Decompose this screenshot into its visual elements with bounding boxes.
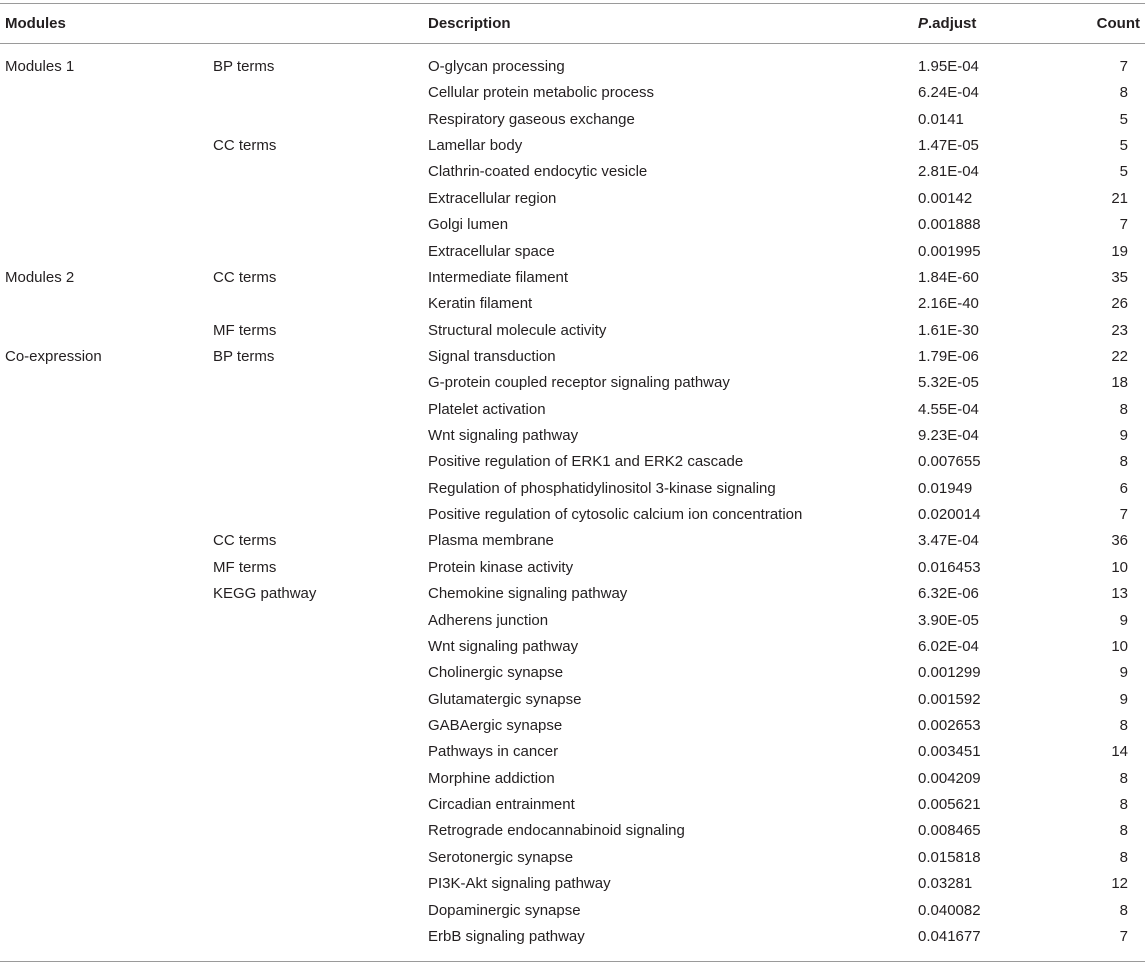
padjust-cell: 6.24E-04: [918, 84, 979, 102]
description-cell: Dopaminergic synapse: [428, 901, 581, 919]
table-row: [0, 818, 1145, 844]
module-cell: Modules 1: [5, 58, 75, 75]
table-row: [0, 581, 1145, 607]
description-cell: G-protein coupled receptor signaling pathway: [428, 374, 730, 392]
description-cell: Protein kinase activity: [428, 558, 574, 576]
padjust-cell: 0.003451: [918, 743, 981, 761]
count-cell: 7: [1119, 927, 1128, 945]
count-cell: 9: [1119, 611, 1128, 629]
padjust-cell: 0.00142: [918, 189, 973, 207]
table-row: [0, 449, 1145, 475]
description-cell: PI3K-Akt signaling pathway: [428, 875, 611, 893]
padjust-cell: 2.81E-04: [918, 163, 979, 181]
description-cell: Positive regulation of cytosolic calcium ion concentration: [428, 506, 803, 524]
description-cell: Wnt signaling pathway: [428, 637, 579, 655]
padjust-cell: 9.23E-04: [918, 427, 979, 445]
count-cell: 7: [1119, 506, 1128, 524]
count-cell: 8: [1119, 716, 1128, 734]
table-row: [0, 159, 1145, 185]
table-row: [0, 528, 1145, 554]
table-row: [0, 660, 1145, 686]
description-cell: Cellular protein metabolic process: [428, 84, 654, 102]
table-row: [0, 924, 1145, 950]
count-cell: 7: [1119, 58, 1128, 75]
description-cell: Golgi lumen: [428, 216, 509, 234]
count-cell: 5: [1119, 137, 1128, 155]
header-padjust: [918, 14, 976, 33]
table-row: [0, 766, 1145, 792]
padjust-cell: 0.007655: [918, 453, 981, 471]
description-cell: O-glycan processing: [428, 58, 565, 75]
padjust-cell: 0.041677: [918, 927, 981, 945]
padjust-cell: 3.90E-05: [918, 611, 979, 629]
padjust-cell: 6.32E-06: [918, 585, 979, 603]
padjust-cell: 0.005621: [918, 796, 981, 814]
count-cell: 7: [1119, 216, 1128, 234]
padjust-cell: 0.0141: [918, 110, 964, 128]
padjust-cell: 2.16E-40: [918, 295, 979, 313]
header-padjust-suffix: .adjust: [928, 15, 977, 32]
padjust-cell: 0.001995: [918, 242, 981, 260]
count-cell: 9: [1119, 427, 1128, 445]
count-cell: 5: [1119, 163, 1128, 181]
table-row: [0, 344, 1145, 370]
table-header: [0, 4, 1145, 43]
description-cell: Plasma membrane: [428, 532, 554, 550]
table-row: [0, 397, 1145, 423]
table-row: [0, 634, 1145, 660]
count-cell: 8: [1119, 769, 1128, 787]
header-padjust-italic: P: [918, 15, 929, 32]
count-cell: 9: [1119, 690, 1128, 708]
padjust-cell: 0.040082: [918, 901, 981, 919]
count-cell: 18: [1111, 374, 1128, 392]
table-row: [0, 133, 1145, 159]
padjust-cell: 0.004209: [918, 769, 981, 787]
padjust-cell: 0.01949: [918, 479, 973, 497]
description-cell: GABAergic synapse: [428, 716, 563, 734]
description-cell: Structural molecule activity: [428, 321, 607, 339]
count-cell: 8: [1119, 901, 1128, 919]
description-cell: Clathrin-coated endocytic vesicle: [428, 163, 648, 181]
table-row: [0, 291, 1145, 317]
description-cell: Positive regulation of ERK1 and ERK2 cascade: [428, 453, 744, 471]
term-category-cell: KEGG pathway: [213, 585, 317, 603]
description-cell: ErbB signaling pathway: [428, 927, 585, 945]
description-cell: Serotonergic synapse: [428, 848, 574, 866]
padjust-cell: 0.001888: [918, 216, 981, 234]
padjust-cell: 0.008465: [918, 822, 981, 840]
table-row: [0, 792, 1145, 818]
count-cell: 21: [1111, 189, 1128, 207]
count-cell: 19: [1111, 242, 1128, 260]
description-cell: Keratin filament: [428, 295, 533, 313]
count-cell: 22: [1111, 347, 1128, 365]
table-row: [0, 898, 1145, 924]
header-description: Description: [428, 15, 511, 32]
padjust-cell: 0.016453: [918, 558, 981, 576]
description-cell: Signal transduction: [428, 347, 556, 365]
padjust-cell: 1.61E-30: [918, 321, 979, 339]
term-category-cell: CC terms: [213, 268, 277, 286]
padjust-cell: 4.55E-04: [918, 400, 979, 418]
header-modules: Modules: [5, 15, 66, 32]
padjust-cell: 3.47E-04: [918, 532, 979, 550]
padjust-cell: 1.47E-05: [918, 137, 979, 155]
padjust-cell: 0.001592: [918, 690, 981, 708]
padjust-cell: 0.002653: [918, 716, 981, 734]
count-cell: 8: [1119, 848, 1128, 866]
table-row: [0, 476, 1145, 502]
padjust-cell: 0.020014: [918, 506, 981, 524]
description-cell: Retrograde endocannabinoid signaling: [428, 822, 685, 840]
padjust-cell: 0.001299: [918, 664, 981, 682]
table-row: [0, 318, 1145, 344]
term-category-cell: BP terms: [213, 347, 275, 365]
count-cell: 10: [1111, 558, 1128, 576]
table-header-rule: [0, 43, 1145, 44]
count-cell: 12: [1111, 875, 1128, 893]
table-row: [0, 871, 1145, 897]
description-cell: Wnt signaling pathway: [428, 427, 579, 445]
padjust-cell: 0.03281: [918, 875, 973, 893]
table-row: [0, 212, 1145, 238]
count-cell: 10: [1111, 637, 1128, 655]
table-row: [0, 845, 1145, 871]
term-category-cell: MF terms: [213, 558, 277, 576]
description-cell: Intermediate filament: [428, 268, 569, 286]
description-cell: Extracellular space: [428, 242, 555, 260]
table-row: [0, 186, 1145, 212]
table-row: [0, 370, 1145, 396]
table-row: [0, 80, 1145, 106]
description-cell: Extracellular region: [428, 189, 557, 207]
header-count: Count: [1096, 15, 1140, 32]
description-cell: Platelet activation: [428, 400, 546, 418]
padjust-cell: 1.95E-04: [918, 58, 979, 75]
table-row: [0, 713, 1145, 739]
description-cell: Chemokine signaling pathway: [428, 585, 628, 603]
description-cell: Circadian entrainment: [428, 796, 575, 814]
count-cell: 35: [1111, 268, 1128, 286]
padjust-cell: 1.79E-06: [918, 347, 979, 365]
term-category-cell: BP terms: [213, 58, 275, 75]
count-cell: 23: [1111, 321, 1128, 339]
count-cell: 5: [1119, 110, 1128, 128]
module-cell: Modules 2: [5, 268, 75, 286]
table-bottom-rule: [0, 961, 1145, 962]
count-cell: 6: [1119, 479, 1128, 497]
count-cell: 36: [1111, 532, 1128, 550]
table-row: [0, 502, 1145, 528]
description-cell: Lamellar body: [428, 137, 523, 155]
table-row: [0, 265, 1145, 291]
table-row: [0, 608, 1145, 634]
term-category-cell: CC terms: [213, 137, 277, 155]
module-cell: Co-expression: [5, 347, 102, 365]
table-row: [0, 107, 1145, 133]
table-row: [0, 555, 1145, 581]
count-cell: 8: [1119, 453, 1128, 471]
table-row: [0, 239, 1145, 265]
count-cell: 13: [1111, 585, 1128, 603]
description-cell: Morphine addiction: [428, 769, 555, 787]
description-cell: Cholinergic synapse: [428, 664, 564, 682]
count-cell: 8: [1119, 822, 1128, 840]
count-cell: 8: [1119, 84, 1128, 102]
description-cell: Regulation of phosphatidylinositol 3-kinase signaling: [428, 479, 776, 497]
count-cell: 14: [1111, 743, 1128, 761]
count-cell: 8: [1119, 400, 1128, 418]
table-body: [0, 54, 1145, 950]
count-cell: 9: [1119, 664, 1128, 682]
description-cell: Adherens junction: [428, 611, 549, 629]
description-cell: Glutamatergic synapse: [428, 690, 582, 708]
padjust-cell: 0.015818: [918, 848, 981, 866]
padjust-cell: 5.32E-05: [918, 374, 979, 392]
description-cell: Pathways in cancer: [428, 743, 559, 761]
table-row: [0, 739, 1145, 765]
padjust-cell: 1.84E-60: [918, 268, 979, 286]
count-cell: 8: [1119, 796, 1128, 814]
padjust-cell: 6.02E-04: [918, 637, 979, 655]
table-row: [0, 54, 1145, 80]
term-category-cell: MF terms: [213, 321, 277, 339]
table-row: [0, 423, 1145, 449]
description-cell: Respiratory gaseous exchange: [428, 110, 635, 128]
table-row: [0, 687, 1145, 713]
count-cell: 26: [1111, 295, 1128, 313]
term-category-cell: CC terms: [213, 532, 277, 550]
